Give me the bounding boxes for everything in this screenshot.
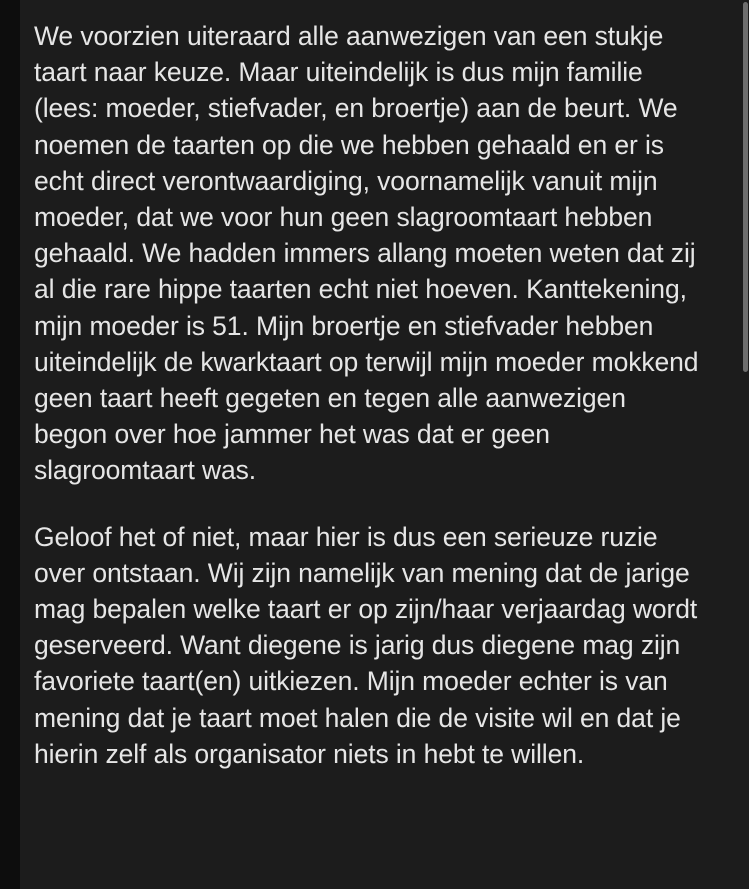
scrollbar-thumb[interactable] [743,2,748,372]
vertical-scrollbar[interactable] [742,0,749,889]
paragraph-2: Geloof het of niet, maar hier is dus een serieuze ruzie over ontstaan. Wij zijn namelijk van mening dat de jarige mag bepalen welke taart er op zijn/haar verjaardag wordt geserveerd. Want diegene is jarig dus diegene mag zijn favoriete taart(en) uitkiezen. Mijn moeder echter is van mening dat je taart moet halen die de visite wil en dat je hierin zelf als organisator niets in hebt te willen. [34,521,698,769]
left-gutter [0,0,20,889]
paragraph-1: We voorzien uiteraard alle aanwezigen van een stukje taart naar keuze. Maar uiteindelijk is dus mijn familie (lees: moeder, stiefvader, en broertje) aan de beurt. We noemen de taarten op die we hebben gehaald en er is echt direct verontwaardiging, voornamelijk vanuit mijn moeder, dat we voor hun geen slagroomtaart hebben gehaald. We hadden immers allang moeten weten dat zij al die rare hippe taarten echt niet hoeven. Kanttekening, mijn moeder is 51. Mijn broertje en stiefvader hebben uiteindelijk de kwarktaart op terwijl mijn moeder mokkend geen taart heeft gegeten en tegen alle aanwezigen begon over hoe jammer het was dat er geen slagroomtaart was. [34,21,699,486]
document-body [20,0,720,889]
